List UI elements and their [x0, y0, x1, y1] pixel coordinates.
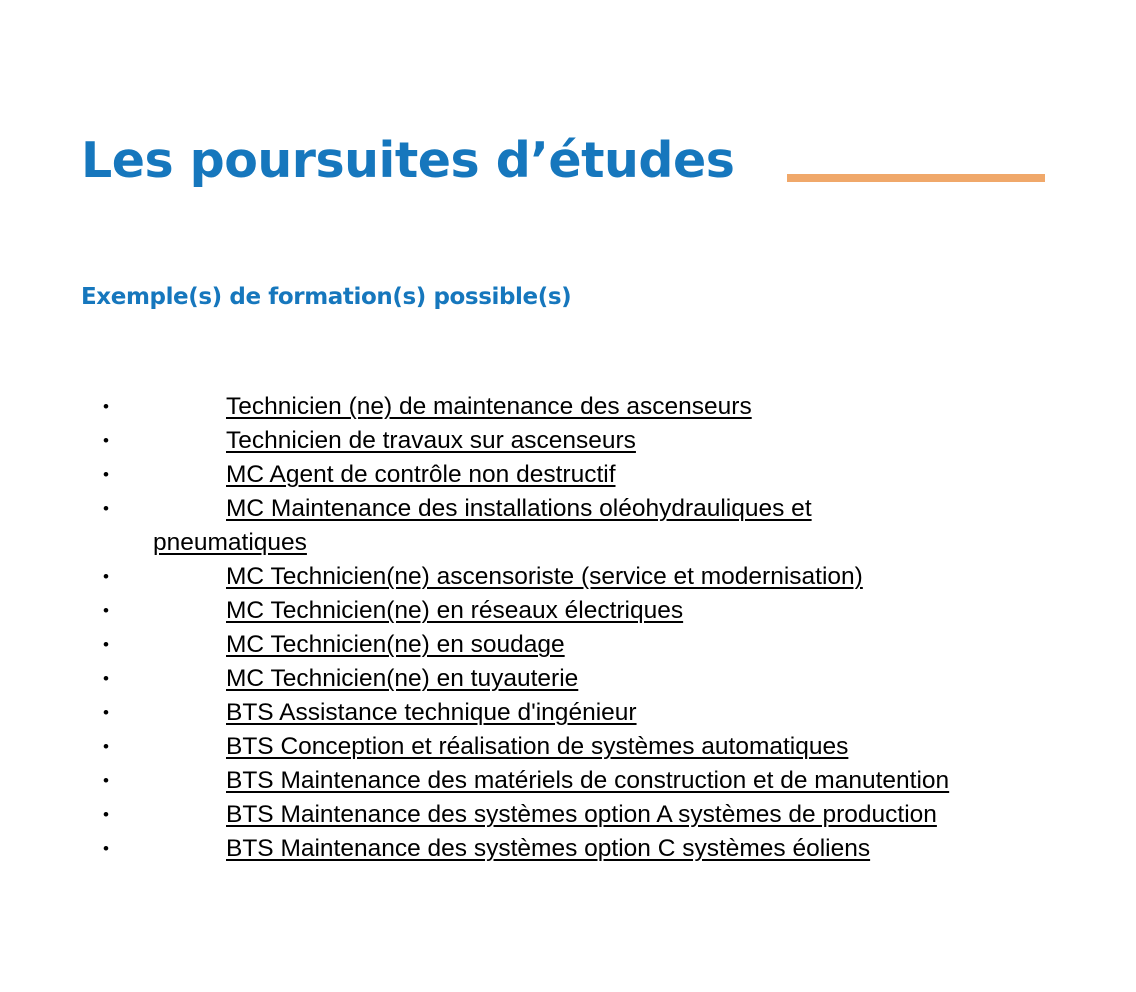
list-item [0, 696, 1136, 730]
bullet-icon: • [103, 669, 109, 688]
list-item [0, 730, 1136, 764]
list-item [0, 798, 1136, 832]
bullet-icon: • [103, 499, 109, 518]
bullet-icon: • [103, 431, 109, 450]
list-item [0, 764, 1136, 798]
bullet-icon: • [103, 465, 109, 484]
list-item [0, 458, 1136, 492]
formation-link[interactable]: MC Technicien(ne) en réseaux électriques [226, 597, 684, 624]
list-item [0, 594, 1136, 628]
bullet-icon: • [103, 635, 109, 654]
formation-link[interactable]: BTS Maintenance des systèmes option C systèmes éoliens [226, 835, 871, 862]
section-subtitle: Exemple(s) de formation(s) possible(s) [81, 284, 572, 310]
formation-list [0, 390, 1136, 866]
list-item [0, 424, 1136, 458]
list-item [0, 492, 1136, 560]
list-item [0, 628, 1136, 662]
formation-link[interactable]: BTS Maintenance des systèmes option A systèmes de production [226, 801, 937, 828]
bullet-icon: • [103, 839, 109, 858]
formation-link[interactable]: MC Technicien(ne) ascensoriste (service et modernisation) [226, 563, 863, 590]
formation-link[interactable]: MC Maintenance des installations oléohydrauliques et [226, 495, 812, 522]
formation-link[interactable]: Technicien de travaux sur ascenseurs [226, 427, 636, 454]
list-item [0, 390, 1136, 424]
list-item [0, 662, 1136, 696]
bullet-icon: • [103, 567, 109, 586]
list-item [0, 832, 1136, 866]
title-accent-rule [787, 174, 1045, 182]
page-title: Les poursuites d’études [81, 132, 735, 189]
bullet-icon: • [103, 601, 109, 620]
bullet-icon: • [103, 737, 109, 756]
formation-link-continuation[interactable]: pneumatiques [153, 529, 307, 556]
bullet-icon: • [103, 397, 109, 416]
formation-link[interactable]: MC Technicien(ne) en soudage [226, 631, 565, 658]
formation-link[interactable]: Technicien (ne) de maintenance des ascenseurs [226, 393, 752, 420]
list-item [0, 560, 1136, 594]
formation-link[interactable]: BTS Assistance technique d'ingénieur [226, 699, 637, 726]
bullet-icon: • [103, 805, 109, 824]
formation-link[interactable]: MC Agent de contrôle non destructif [226, 461, 616, 488]
bullet-icon: • [103, 771, 109, 790]
formation-link[interactable]: MC Technicien(ne) en tuyauterie [226, 665, 579, 692]
formation-link[interactable]: BTS Conception et réalisation de systèmes automatiques [226, 733, 849, 760]
formation-link[interactable]: BTS Maintenance des matériels de construction et de manutention [226, 767, 950, 794]
bullet-icon: • [103, 703, 109, 722]
